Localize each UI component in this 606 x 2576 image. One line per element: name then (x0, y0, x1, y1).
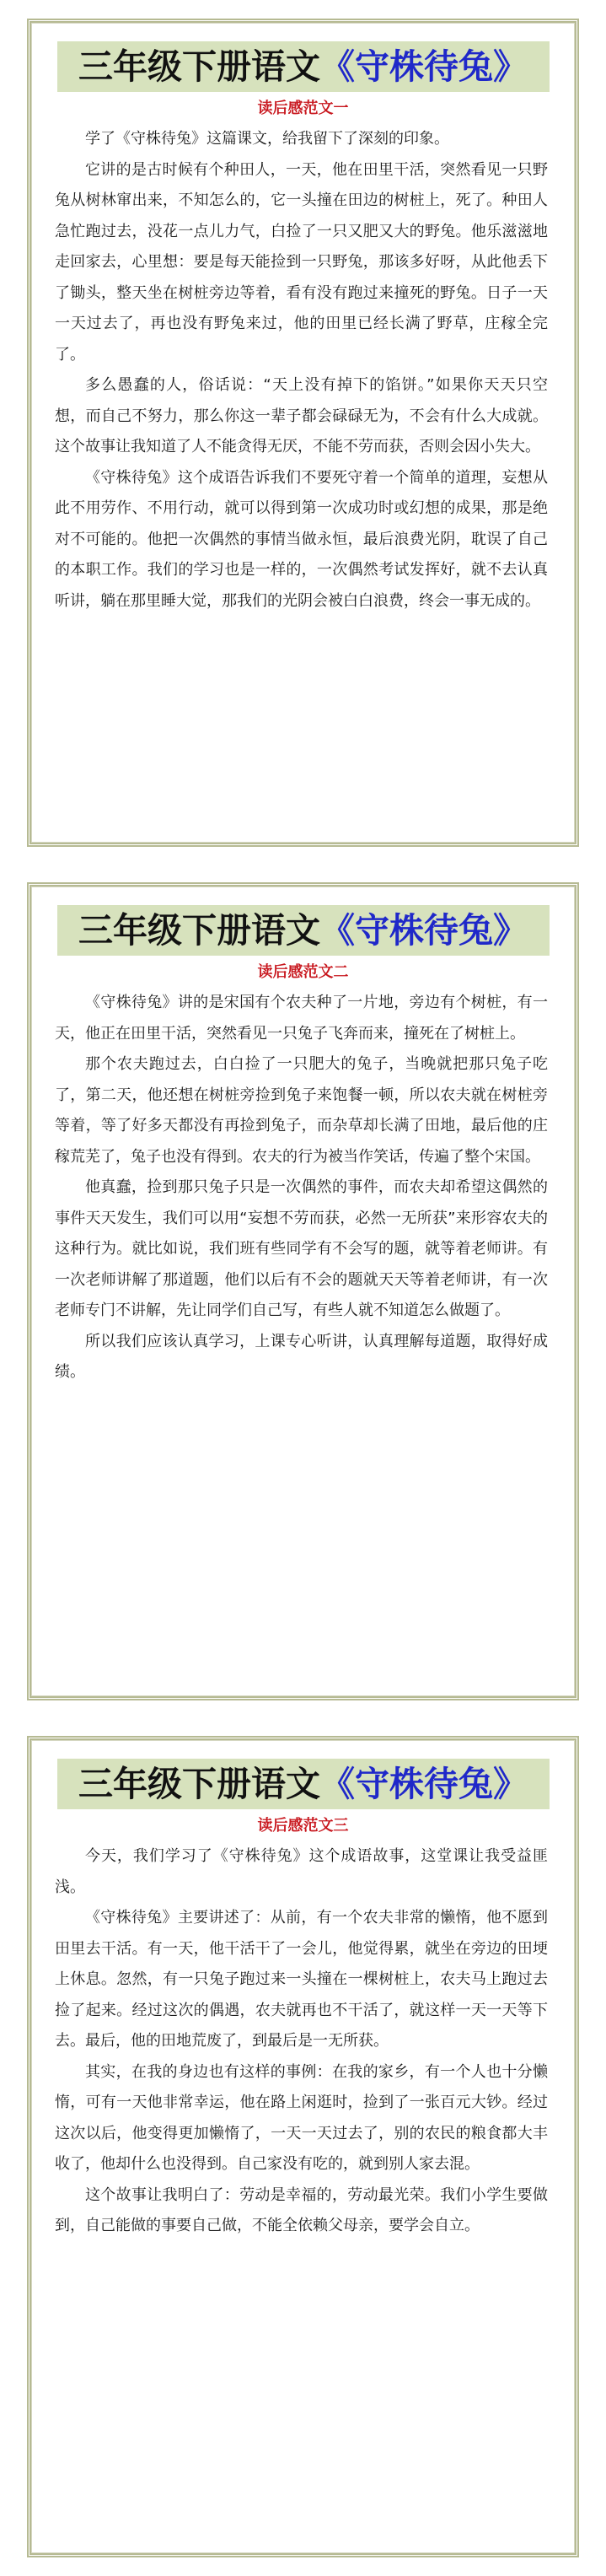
essay-subtitle: 读后感范文二 (257, 963, 349, 981)
page-title (57, 1759, 550, 1809)
title-grade: 三年级下册语文 (78, 46, 320, 87)
title-grade: 三年级下册语文 (78, 1764, 320, 1804)
title-book: 《守株待兔》 (320, 910, 528, 951)
essay-body (31, 988, 575, 1388)
essay-paragraph: 他真蠢，捡到那只兔子只是一次偶然的事件，而农夫却希望这偶然的事件天天发生，我们可以用“妄想不劳而获，必然一无所获”来形容农夫的这种行为。就比如说，我们班有些同学有不会写的题，就等着老师讲。有一次老师讲解了那道题，他们以后有不会的题就天天等着老师讲，有一次老师专门不讲解，先让同学们自己写，有些人就不知道怎么做题了。 (55, 1178, 548, 1319)
essay-paragraph: 其实，在我的身边也有这样的事例：在我的家乡，有一个人也十分懒惰，可有一天他非常幸运，他在路上闲逛时，捡到了一张百元大钞。经过这次以后，他变得更加懒惰了，一天一天过去了，别的农民的粮食都大丰收了，他却什么也没得到。自己家没有吃的，就到别人家去混。 (55, 2062, 548, 2173)
essay-body (31, 1841, 575, 2242)
essay-subtitle: 读后感范文一 (257, 100, 349, 117)
essay-paragraph: 这个故事让我明白了：劳动是幸福的，劳动最光荣。我们小学生要做到，自己能做的事要自己做，不能全依赖父母亲，要学会自立。 (55, 2185, 548, 2234)
essay-paragraph: 那个农夫跑过去，白白捡了一只肥大的兔子，当晚就把那只兔子吃了，第二天，他还想在树桩旁捡到兔子来饱餐一顿，所以农夫就在树桩旁等着，等了好多天都没有再捡到兔子，而杂草却长满了田地，最后他的庄稼荒芜了，兔子也没有得到。农夫的行为被当作笑话，传遍了整个宋国。 (55, 1055, 548, 1166)
essay-page-3 (27, 1736, 579, 2557)
essay-paragraph: 《守株待兔》讲的是宋国有个农夫种了一片地，旁边有个树桩，有一天，他正在田里干活，突然看见一只兔子飞奔而来，撞死在了树桩上。 (55, 994, 548, 1043)
essay-page-2 (27, 882, 579, 1700)
essay-page-1 (27, 19, 579, 847)
essay-paragraph: 多么愚蠢的人，俗话说：“天上没有掉下的馅饼。”如果你天天只空想，而自己不努力，那么你这一辈子都会碌碌无为，不会有什么大成就。这个故事让我知道了人不能贪得无厌，不能不劳而获，否则会因小失大。 (55, 376, 548, 455)
essay-paragraph: 它讲的是古时候有个种田人，一天，他在田里干活，突然看见一只野兔从树林窜出来，不知怎么的，它一头撞在田边的树桩上，死了。种田人急忙跑过去，没花一点儿力气，白捡了一只又肥又大的野兔。他乐滋滋地走回家去，心里想：要是每天能捡到一只野兔，那该多好呀，从此他丢下了锄头，整天坐在树桩旁边等着，看有没有跑过来撞死的野兔。日子一天一天过去了，再也没有野兔来过，他的田里已经长满了野草，庄稼全完了。 (55, 160, 548, 364)
essay-paragraph: 所以我们应该认真学习，上课专心听讲，认真理解每道题，取得好成绩。 (55, 1332, 548, 1381)
essay-paragraph: 学了《守株待兔》这篇课文，给我留下了深刻的印象。 (85, 130, 449, 148)
essay-paragraph: 《守株待兔》这个成语告诉我们不要死守着一个简单的道理，妄想从此不用劳作、不用行动，就可以得到第一次成功时或幻想的成果，那是绝对不可能的。他把一次偶然的事情当做永恒，最后浪费光阴，耽误了自己的本职工作。我们的学习也是一样的，一次偶然考试发挥好，就不去认真听讲，躺在那里睡大觉，那我们的光阴会被白白浪费，终会一事无成的。 (55, 468, 548, 610)
essay-body (31, 124, 575, 617)
title-grade: 三年级下册语文 (78, 910, 320, 951)
essay-subtitle: 读后感范文三 (257, 1817, 349, 1835)
essay-paragraph: 今天，我们学习了《守株待兔》这个成语故事，这堂课让我受益匪浅。 (55, 1847, 548, 1896)
page-title (57, 41, 550, 92)
title-book: 《守株待兔》 (320, 46, 528, 87)
essay-paragraph: 《守株待兔》主要讲述了：从前，有一个农夫非常的懒惰，他不愿到田里去干活。有一天，他干活干了一会儿，他觉得累，就坐在旁边的田埂上休息。忽然，有一只兔子跑过来一头撞在一棵树桩上，农夫马上跑过去捡了起来。经过这次的偶遇，农夫就再也不干活了，就这样一天一天等下去。最后，他的田地荒废了，到最后是一无所获。 (55, 1909, 548, 2050)
page-title (57, 905, 550, 956)
title-book: 《守株待兔》 (320, 1764, 528, 1804)
